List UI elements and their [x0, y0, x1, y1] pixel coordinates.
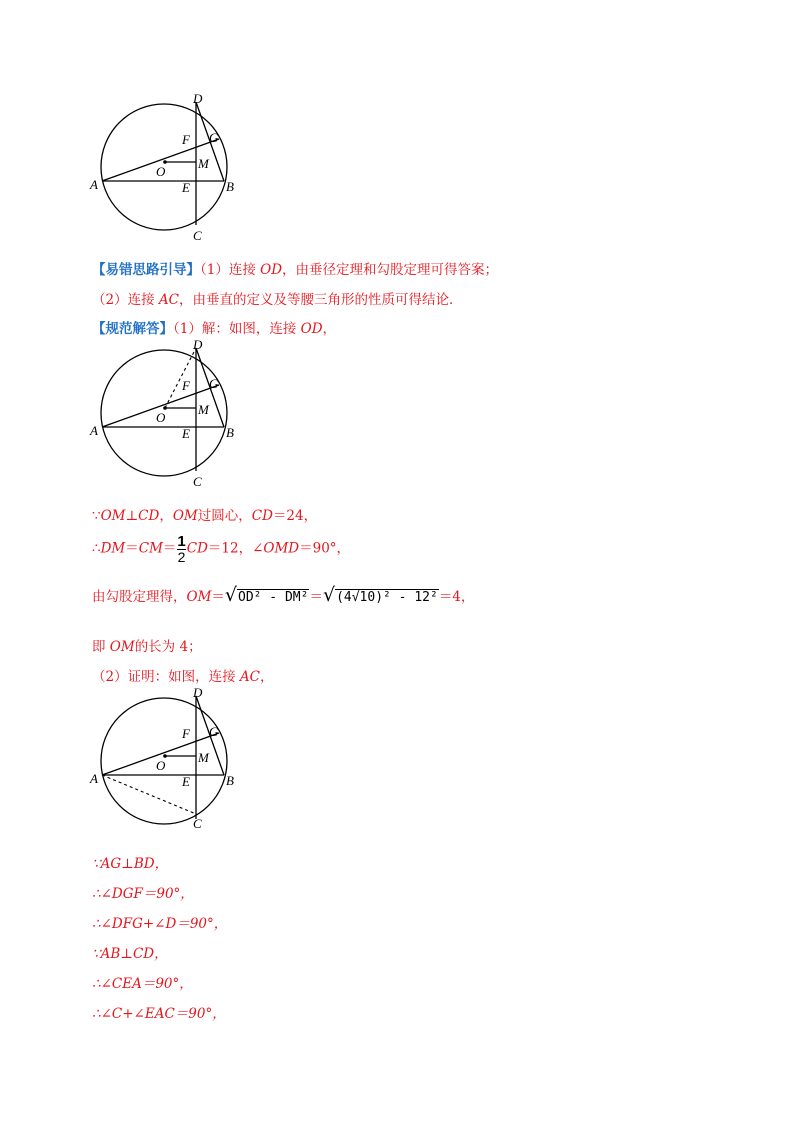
- label-b: B: [226, 425, 234, 440]
- s3-d: ＝: [309, 589, 323, 605]
- answer-intro: （1）解：如图，连接: [173, 321, 301, 337]
- sqrt-expression-1: [224, 584, 310, 606]
- label-m: M: [198, 156, 209, 171]
- label-g: G: [209, 130, 219, 145]
- answer-intro-od: OD: [300, 321, 323, 337]
- hint-line1-b: ，由垂径定理和勾股定理可得答案；: [282, 262, 499, 278]
- figure-2-svg: [90, 338, 240, 488]
- fraction-one-half: [177, 534, 185, 564]
- figure-1-circle-diagram: [90, 92, 240, 242]
- s2-a: DM: [100, 540, 126, 557]
- sqrt-body-2: (4√10)² - 12²: [336, 590, 438, 605]
- label-g: G: [209, 376, 219, 391]
- s1-c: OM: [172, 508, 198, 524]
- fraction-numerator: 1: [177, 533, 186, 550]
- step-1: [92, 504, 317, 524]
- s3-a: 由勾股定理得，: [92, 589, 187, 605]
- label-e: E: [182, 774, 190, 789]
- p2-ac: AC: [239, 669, 260, 685]
- s2-g: OMD: [263, 540, 300, 557]
- s1-f: ＝24，: [272, 508, 318, 524]
- s2-c: CM: [138, 540, 163, 557]
- reason-5: ∴∠CEA＝90°，: [92, 976, 193, 992]
- reason-6: ∴∠C+∠EAC＝90°，: [92, 1006, 226, 1022]
- s2-f: ＝12，∠: [207, 540, 264, 557]
- label-b: B: [226, 773, 234, 788]
- figure-3-circle-diagram: [90, 686, 240, 836]
- label-e: E: [182, 180, 190, 195]
- s2-d: ＝: [162, 540, 177, 557]
- radical-sign: √: [224, 584, 237, 606]
- label-d: D: [193, 91, 203, 106]
- label-o: O: [156, 410, 166, 425]
- label-m: M: [198, 402, 209, 417]
- s1-d: 过圆心，: [197, 508, 252, 524]
- s2-b: ＝: [125, 540, 139, 557]
- s2-e: CD: [186, 540, 208, 557]
- hint-heading: 【易错思路引导】: [92, 262, 200, 278]
- label-d: D: [193, 337, 203, 352]
- hint-line1-od: OD: [260, 262, 283, 278]
- s4-c: 的长为 4；: [134, 639, 202, 655]
- reason-3: ∴∠DFG+∠D＝90°，: [92, 916, 228, 932]
- step-2: [92, 534, 350, 564]
- s3-b: OM: [186, 589, 212, 605]
- label-o: O: [156, 164, 166, 179]
- label-a: A: [90, 177, 98, 192]
- s2-therefore: ∴: [92, 540, 101, 557]
- reason-1: ∵AG⊥BD，: [92, 856, 169, 872]
- answer-line-intro: [92, 317, 336, 337]
- label-e: E: [182, 426, 190, 441]
- label-c: C: [193, 474, 202, 489]
- s2-h: ＝90°，: [299, 540, 351, 557]
- s3-e: ＝4，: [438, 589, 475, 605]
- label-b: B: [226, 179, 234, 194]
- fraction-denominator: 2: [177, 549, 186, 565]
- label-f: F: [182, 726, 190, 741]
- hint-line-2: [92, 288, 462, 308]
- p2-intro: （2）证明：如图，连接: [92, 669, 240, 685]
- figure-2-circle-diagram: [90, 338, 240, 488]
- label-m: M: [198, 750, 209, 765]
- label-c: C: [193, 816, 202, 831]
- s1-e: CD: [251, 508, 273, 524]
- label-a: A: [90, 423, 98, 438]
- s4-a: 即: [92, 639, 110, 655]
- step-3: [92, 584, 474, 606]
- radical-sign: √: [322, 584, 336, 606]
- hint-line2-a: （2）连接: [92, 292, 159, 308]
- s1-because: ∵: [92, 508, 101, 524]
- step-4: [92, 635, 202, 655]
- s3-c: ＝: [211, 589, 225, 605]
- answer-heading: 【规范解答】: [92, 321, 173, 337]
- hint-line2-b: ，由垂直的定义及等腰三角形的性质可得结论．: [178, 292, 463, 308]
- label-f: F: [182, 378, 190, 393]
- p2-end: ，: [259, 669, 274, 685]
- hint-line1-a: （1）连接: [200, 262, 261, 278]
- sqrt-expression-2: [322, 584, 439, 606]
- figure-1-svg: [90, 92, 240, 242]
- label-c: C: [193, 228, 202, 243]
- sqrt-body-1: OD² - DM²: [238, 590, 309, 605]
- s1-a: OM⊥CD: [100, 508, 160, 524]
- hint-line-1: [92, 258, 498, 278]
- label-a: A: [90, 771, 98, 786]
- reason-2: ∴∠DGF＝90°，: [92, 886, 194, 902]
- hint-line2-ac: AC: [158, 292, 179, 308]
- s1-b: ，: [159, 508, 173, 524]
- reason-4: ∵AB⊥CD，: [92, 946, 168, 962]
- label-f: F: [182, 132, 190, 147]
- label-g: G: [209, 724, 219, 739]
- figure-3-svg: [90, 686, 240, 836]
- answer-intro-end: ，: [322, 321, 337, 337]
- label-o: O: [156, 758, 166, 773]
- part-2-intro: [92, 665, 273, 685]
- s4-b: OM: [109, 639, 135, 655]
- label-d: D: [193, 685, 203, 700]
